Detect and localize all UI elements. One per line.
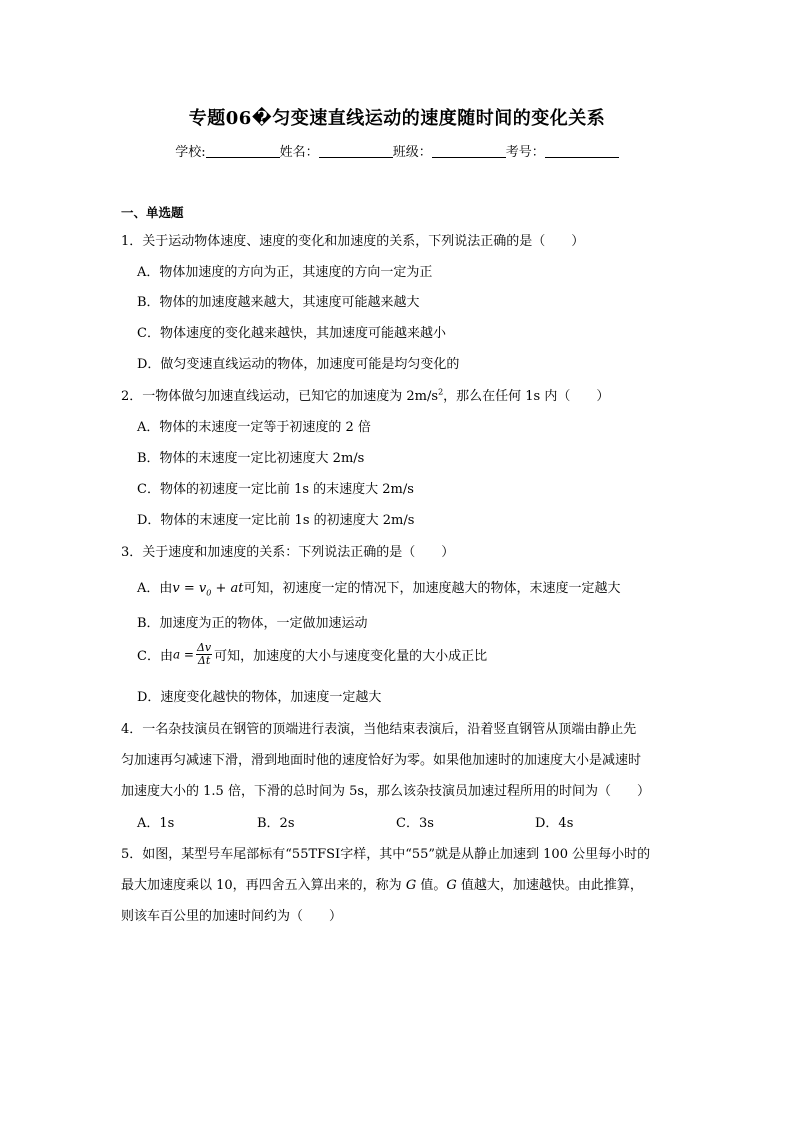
q3-a-prefix: A．由 xyxy=(137,581,173,596)
q3-option-a xyxy=(137,577,621,598)
name-blank[interactable] xyxy=(319,144,393,158)
q3-option-c xyxy=(137,642,487,667)
q4-line-1: 4．一名杂技演员在钢管的顶端进行表演，当他结束表演后，沿着竖直钢管从顶端由静止先 xyxy=(121,722,637,737)
q4-line-3: 加速度大小的 1.5 倍，下滑的总时间为 5s，那么该杂技演员加速过程所用的时间为（ ） xyxy=(121,784,651,799)
number-blank[interactable] xyxy=(545,144,619,158)
q5-g-symbol-2: G xyxy=(446,878,457,893)
q2-exponent: 2 xyxy=(438,387,444,397)
q2-option-b: B．物体的末速度一定比初速度大 2m/s xyxy=(137,451,365,466)
q2-stem-tail: ，那么在任何 1s 内（ ） xyxy=(443,389,610,404)
q3-a-formula-main: v = v xyxy=(172,581,207,596)
q3-option-b: B．加速度为正的物体，一定做加速运动 xyxy=(137,616,368,631)
q5-line-2-pre: 最大加速度乘以 10，再四舍五入算出来的，称为 xyxy=(121,878,406,893)
section-heading: 一、单选题 xyxy=(121,205,184,220)
q5-line-3: 则该车百公里的加速时间约为（ ） xyxy=(121,909,343,924)
q3-c-fraction xyxy=(196,642,212,667)
q5-line-2-mid: 值。 xyxy=(416,878,447,893)
q3-a-formula-sub: 0 xyxy=(206,588,212,598)
q2-stem xyxy=(121,385,609,404)
q4-options xyxy=(137,812,617,830)
name-label: 姓名： xyxy=(279,145,319,160)
class-label: 班级： xyxy=(392,145,432,160)
q3-stem: 3．关于速度和加速度的关系：下列说法正确的是（ ） xyxy=(121,545,455,560)
q3-c-prefix: C．由 xyxy=(137,649,173,664)
q2-stem-text: 2．一物体做匀加速直线运动，已知它的加速度为 2m/s xyxy=(121,389,439,404)
q5-line-2 xyxy=(121,874,643,893)
q1-stem: 1．关于运动物体速度、速度的变化和加速度的关系，下列说法正确的是（ ） xyxy=(121,234,585,249)
class-blank[interactable] xyxy=(432,144,506,158)
q4-option-d: D．4s xyxy=(535,816,574,831)
q3-c-text: 可知，加速度的大小与速度变化量的大小成正比 xyxy=(214,649,488,664)
q3-c-lhs: a = xyxy=(172,647,194,662)
document-title: 专题06�匀变速直线运动的速度随时间的变化关系 xyxy=(188,108,606,129)
q4-line-2: 匀加速再匀减速下滑，滑到地面时他的速度恰好为零。如果他加速时的加速度大小是减速时 xyxy=(121,753,642,768)
q4-option-b: B．2s xyxy=(257,816,295,831)
q1-option-c: C．物体速度的变化越来越快，其加速度可能越来越小 xyxy=(137,326,446,341)
q5-g-symbol-1: G xyxy=(405,878,417,893)
school-blank[interactable] xyxy=(206,144,280,158)
q2-option-a: A．物体的末速度一定等于初速度的 2 倍 xyxy=(137,420,371,435)
school-label: 学校: xyxy=(175,145,206,160)
q3-c-denominator: Δt xyxy=(197,654,211,667)
q4-option-c: C．3s xyxy=(396,816,434,831)
q3-a-formula xyxy=(172,581,243,596)
student-info-line xyxy=(0,141,794,160)
q3-c-numerator: Δv xyxy=(196,641,212,654)
q3-a-text: 可知，初速度一定的情况下，加速度越大的物体，末速度一定越大 xyxy=(243,581,621,596)
q5-line-2-post: 值越大，加速越快。由此推算， xyxy=(456,878,643,893)
q2-option-c: C．物体的初速度一定比前 1s 的末速度大 2m/s xyxy=(137,482,414,497)
number-label: 考号： xyxy=(505,145,545,160)
q3-a-formula-rest: + at xyxy=(211,581,244,596)
q4-option-a: A．1s xyxy=(137,816,175,831)
q5-line-1: 5．如图，某型号车尾部标有“55TFSI字样，其中“55”就是从静止加速到 100 公里每小时的 xyxy=(121,847,651,862)
q3-option-d: D．速度变化越快的物体，加速度一定越大 xyxy=(137,690,382,705)
q1-option-a: A．物体加速度的方向为正，其速度的方向一定为正 xyxy=(137,265,433,280)
q1-option-b: B．物体的加速度越来越大，其速度可能越来越大 xyxy=(137,295,420,310)
q2-option-d: D．物体的末速度一定比前 1s 的初速度大 2m/s xyxy=(137,513,415,528)
q1-option-d: D．做匀变速直线运动的物体，加速度可能是均匀变化的 xyxy=(137,357,460,372)
